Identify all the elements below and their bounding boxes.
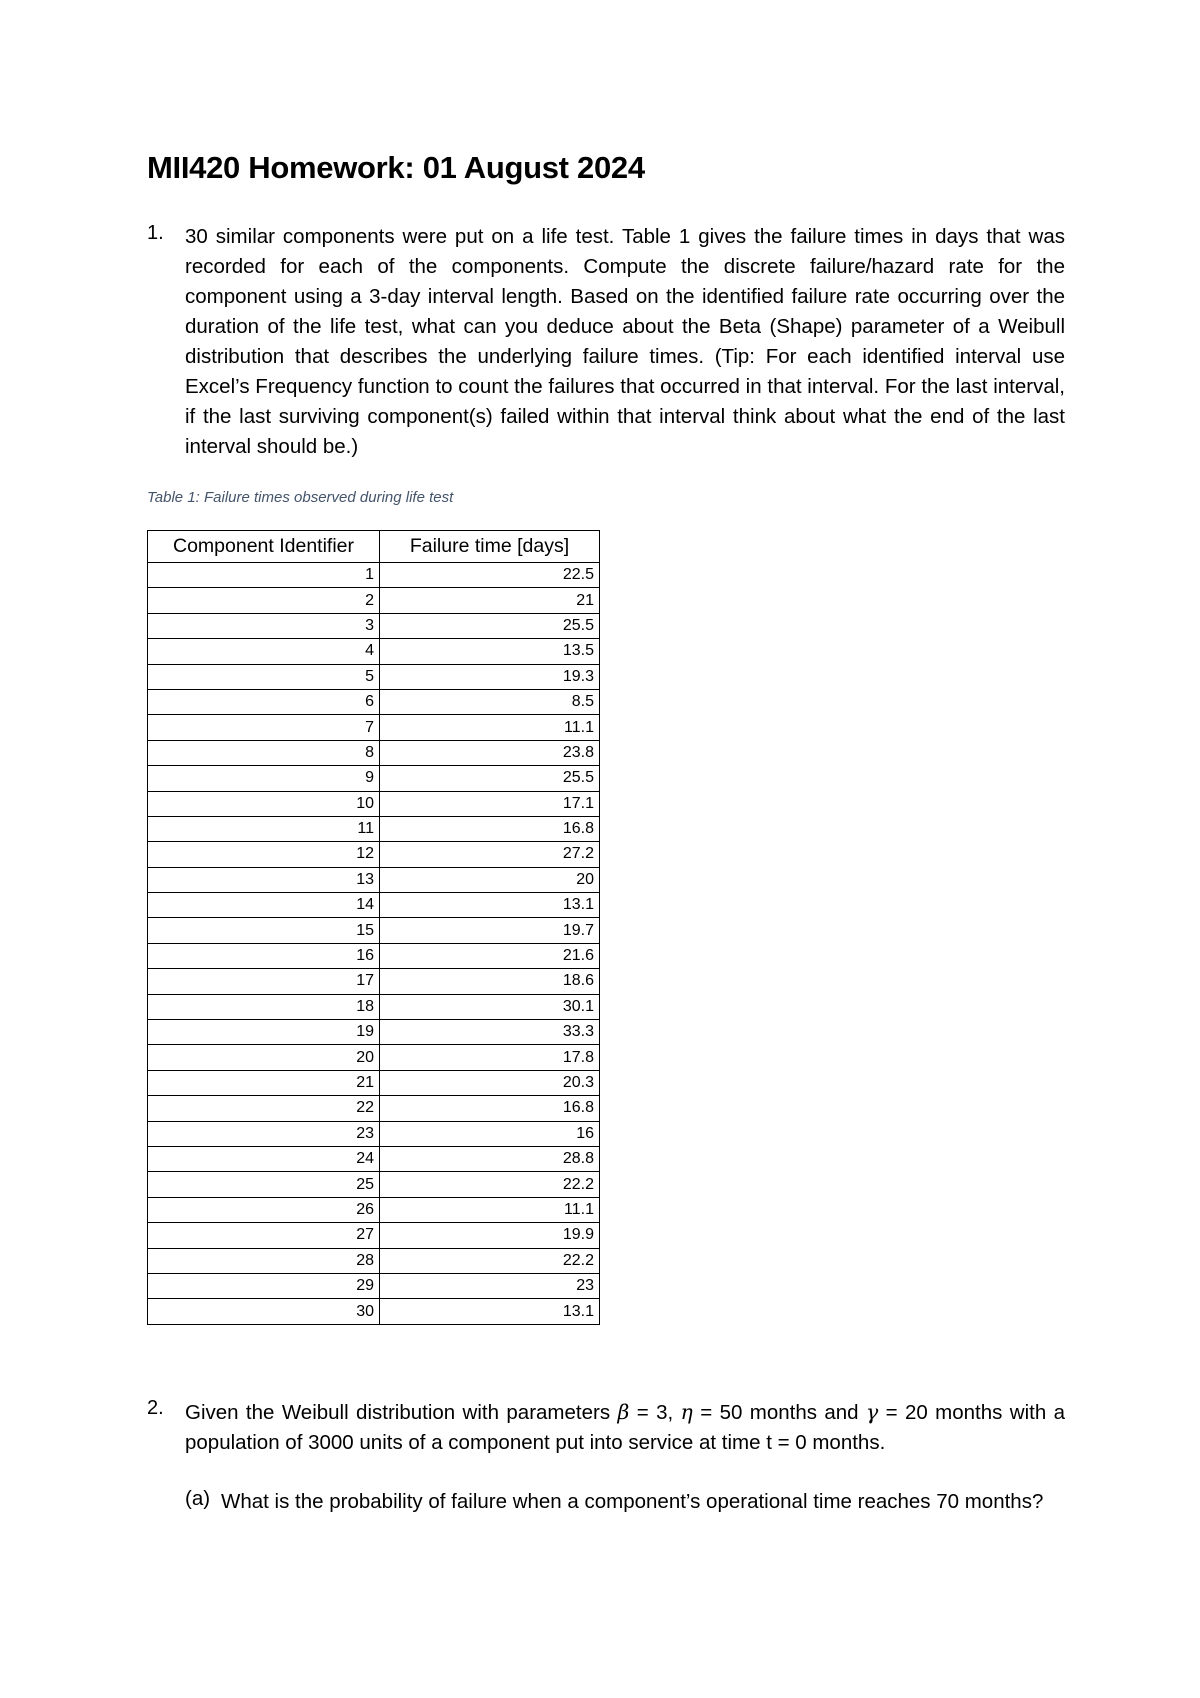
failure-time-cell: 19.9 bbox=[380, 1223, 600, 1248]
component-identifier-cell: 8 bbox=[148, 740, 380, 765]
component-identifier-cell: 17 bbox=[148, 969, 380, 994]
table-row bbox=[148, 842, 600, 867]
component-identifier-cell: 12 bbox=[148, 842, 380, 867]
eta-value: = 50 months and bbox=[692, 1401, 866, 1424]
component-identifier-cell: 10 bbox=[148, 791, 380, 816]
failure-time-cell: 23.8 bbox=[380, 740, 600, 765]
table-row bbox=[148, 1299, 600, 1324]
component-identifier-cell: 25 bbox=[148, 1172, 380, 1197]
failure-time-cell: 22.5 bbox=[380, 563, 600, 588]
component-identifier-cell: 16 bbox=[148, 943, 380, 968]
component-identifier-cell: 15 bbox=[148, 918, 380, 943]
eta-symbol: η bbox=[680, 1400, 693, 1424]
table-row bbox=[148, 1045, 600, 1070]
component-identifier-cell: 18 bbox=[148, 994, 380, 1019]
question-1-text: 30 similar components were put on a life test. Table 1 gives the failure times in days that was recorded for each of the components. Compute the discrete failure/hazard rate for the component using a 3-day interval length. Based on the identified failure rate occurring over the duration of the life test, what can you deduce about the Beta (Shape) parameter of a Weibull distribution that describes the underlying failure times. (Tip: For each identified interval use Excel’s Frequency function to count the failures that occurred in that interval. For the last interval, if the last surviving component(s) failed within that interval think about what the end of the last interval should be.) bbox=[185, 225, 1065, 458]
beta-symbol: β bbox=[617, 1400, 630, 1424]
table-row bbox=[148, 588, 600, 613]
failure-time-cell: 33.3 bbox=[380, 1020, 600, 1045]
failure-time-cell: 19.7 bbox=[380, 918, 600, 943]
component-identifier-cell: 30 bbox=[148, 1299, 380, 1324]
failure-time-cell: 21.6 bbox=[380, 943, 600, 968]
question-2-text bbox=[185, 1397, 1065, 1458]
table-row bbox=[148, 1096, 600, 1121]
table-row bbox=[148, 1020, 600, 1045]
table-row bbox=[148, 664, 600, 689]
failure-time-cell: 17.1 bbox=[380, 791, 600, 816]
table-row bbox=[148, 639, 600, 664]
question-2-number: 2. bbox=[147, 1397, 164, 1419]
failure-time-cell: 13.1 bbox=[380, 893, 600, 918]
component-identifier-cell: 22 bbox=[148, 1096, 380, 1121]
table-row bbox=[148, 816, 600, 841]
failure-times-table bbox=[147, 530, 600, 1325]
question-2-text-intro: Given the Weibull distribution with parameters bbox=[185, 1401, 618, 1424]
failure-time-cell: 22.2 bbox=[380, 1248, 600, 1273]
column-header-failure-time: Failure time [days] bbox=[380, 531, 600, 563]
component-identifier-cell: 14 bbox=[148, 893, 380, 918]
failure-time-cell: 11.1 bbox=[380, 715, 600, 740]
component-identifier-cell: 20 bbox=[148, 1045, 380, 1070]
component-identifier-cell: 9 bbox=[148, 766, 380, 791]
gamma-value: = 20 months with a population of 3000 units of a component put into service at time t = 0 months. bbox=[185, 1401, 1066, 1454]
table-row bbox=[148, 613, 600, 638]
table-row bbox=[148, 715, 600, 740]
component-identifier-cell: 4 bbox=[148, 639, 380, 664]
failure-time-cell: 11.1 bbox=[380, 1197, 600, 1222]
component-identifier-cell: 27 bbox=[148, 1223, 380, 1248]
table-row bbox=[148, 918, 600, 943]
failure-time-cell: 30.1 bbox=[380, 994, 600, 1019]
failure-time-cell: 21 bbox=[380, 588, 600, 613]
failure-time-cell: 16 bbox=[380, 1121, 600, 1146]
question-1-number: 1. bbox=[147, 222, 164, 244]
failure-time-cell: 16.8 bbox=[380, 1096, 600, 1121]
component-identifier-cell: 23 bbox=[148, 1121, 380, 1146]
page-title: MII420 Homework: 01 August 2024 bbox=[147, 150, 645, 185]
component-identifier-cell: 11 bbox=[148, 816, 380, 841]
component-identifier-cell: 19 bbox=[148, 1020, 380, 1045]
component-identifier-cell: 13 bbox=[148, 867, 380, 892]
column-header-component-identifier: Component Identifier bbox=[148, 531, 380, 563]
table-row bbox=[148, 893, 600, 918]
component-identifier-cell: 28 bbox=[148, 1248, 380, 1273]
table-row bbox=[148, 766, 600, 791]
table-row bbox=[148, 994, 600, 1019]
table-row bbox=[148, 1121, 600, 1146]
component-identifier-cell: 2 bbox=[148, 588, 380, 613]
table-row bbox=[148, 740, 600, 765]
component-identifier-cell: 3 bbox=[148, 613, 380, 638]
gamma-symbol: γ bbox=[865, 1400, 879, 1424]
failure-time-cell: 22.2 bbox=[380, 1172, 600, 1197]
table-body bbox=[148, 563, 600, 1325]
component-identifier-cell: 29 bbox=[148, 1273, 380, 1298]
question-2a-label: (a) bbox=[185, 1487, 211, 1510]
table-row bbox=[148, 1273, 600, 1298]
component-identifier-cell: 26 bbox=[148, 1197, 380, 1222]
table-row bbox=[148, 1070, 600, 1095]
table-row bbox=[148, 1197, 600, 1222]
failure-time-cell: 23 bbox=[380, 1273, 600, 1298]
failure-time-cell: 13.1 bbox=[380, 1299, 600, 1324]
failure-time-cell: 25.5 bbox=[380, 613, 600, 638]
table-row bbox=[148, 969, 600, 994]
component-identifier-cell: 6 bbox=[148, 689, 380, 714]
failure-time-cell: 16.8 bbox=[380, 816, 600, 841]
table-header-row bbox=[148, 531, 600, 563]
component-identifier-cell: 24 bbox=[148, 1146, 380, 1171]
table-row bbox=[148, 791, 600, 816]
component-identifier-cell: 21 bbox=[148, 1070, 380, 1095]
table-row bbox=[148, 1248, 600, 1273]
table-row bbox=[148, 1146, 600, 1171]
failure-time-cell: 13.5 bbox=[380, 639, 600, 664]
failure-time-cell: 27.2 bbox=[380, 842, 600, 867]
failure-time-cell: 20.3 bbox=[380, 1070, 600, 1095]
beta-value: = 3, bbox=[629, 1401, 681, 1424]
failure-time-cell: 17.8 bbox=[380, 1045, 600, 1070]
question-2a-text: What is the probability of failure when a component’s operational time reaches 70 months? bbox=[221, 1490, 1044, 1513]
component-identifier-cell: 5 bbox=[148, 664, 380, 689]
failure-time-cell: 19.3 bbox=[380, 664, 600, 689]
failure-time-cell: 18.6 bbox=[380, 969, 600, 994]
table-row bbox=[148, 689, 600, 714]
failure-time-cell: 8.5 bbox=[380, 689, 600, 714]
failure-time-cell: 25.5 bbox=[380, 766, 600, 791]
table-row bbox=[148, 1223, 600, 1248]
table-row bbox=[148, 563, 600, 588]
table-row bbox=[148, 943, 600, 968]
table-caption: Table 1: Failure times observed during life test bbox=[147, 489, 454, 506]
component-identifier-cell: 7 bbox=[148, 715, 380, 740]
failure-time-cell: 20 bbox=[380, 867, 600, 892]
table-row bbox=[148, 1172, 600, 1197]
failure-time-cell: 28.8 bbox=[380, 1146, 600, 1171]
table-row bbox=[148, 867, 600, 892]
component-identifier-cell: 1 bbox=[148, 563, 380, 588]
